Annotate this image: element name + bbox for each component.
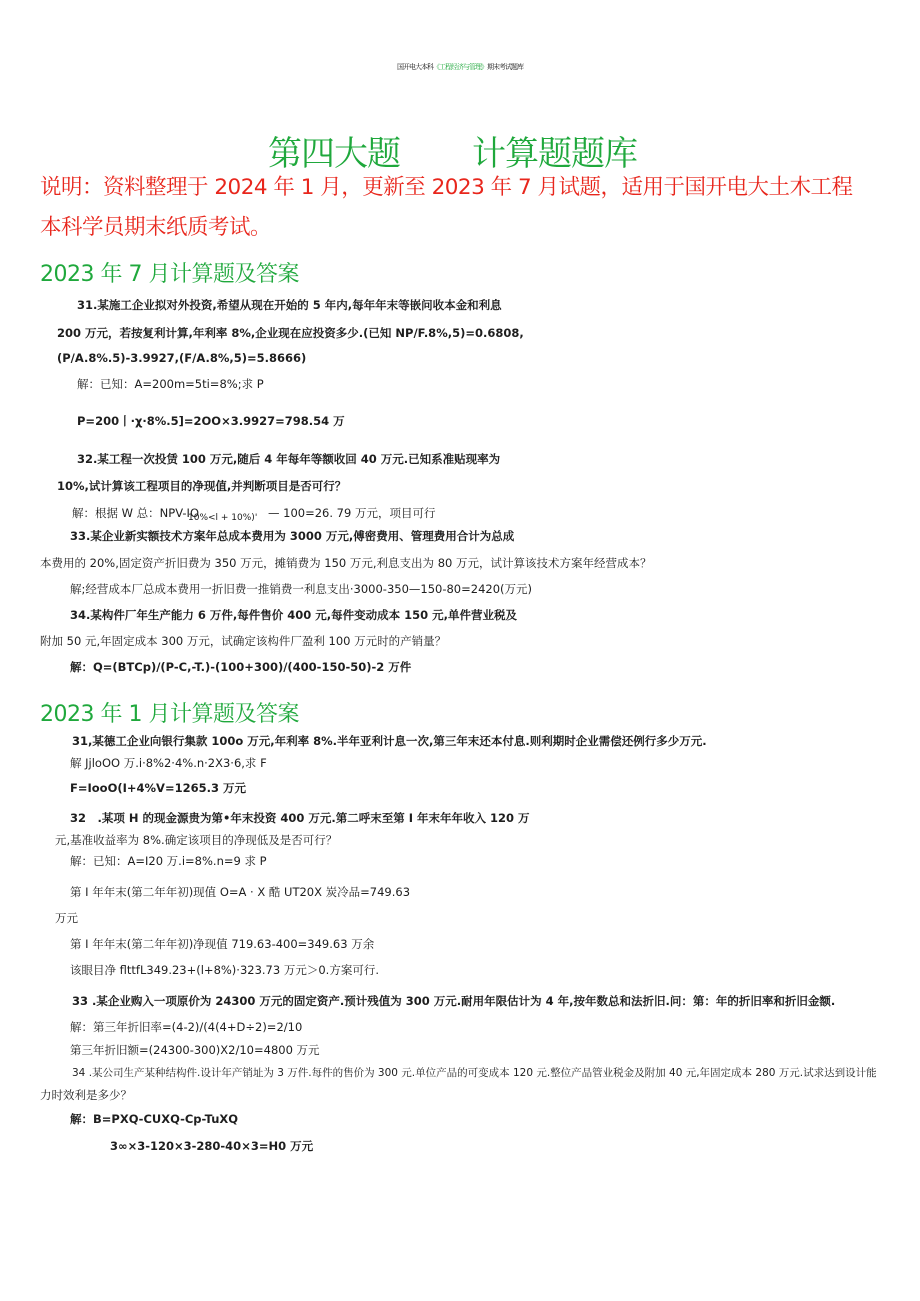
answer-33: 解;经营成本厂总成本费用一折旧费一推销费一利息支出·3000-350—150-80=2420(万元) — [70, 582, 533, 596]
answer-33b-amount: 第三年折旧额=(24300-300)X2/10=4800 万元 — [70, 1043, 320, 1057]
question-31-line-2: 200 万元，若按复利计算,年利率 8%,企业现在应投资多少.(已知 NP/F.8%,5)=0.6808, — [57, 326, 524, 340]
document-title — [0, 62, 920, 72]
question-34b-line-2: 力时效利是多少？ — [40, 1088, 132, 1102]
title-part-1: 国开电大本科 — [397, 63, 433, 71]
answer-32b-unit: 万元 — [55, 911, 78, 925]
answer-34b-formula: 解：B=PXQ-CUXQ-Cp-TuXQ — [70, 1112, 239, 1126]
question-34b-line-1: 34 .某公司生产某种结构件.设计年产销址为 3 万件.每件的售价为 300 元.单位产品的可变成本 120 元.整位产品管业税金及附加 40 元,年固定成本 280 万元.试求达到设计能 — [72, 1067, 877, 1079]
question-32-line-2: 10%,试计算该工程项目的净现值,并判断项目是否可行？ — [57, 479, 347, 493]
title-part-3: 期末考试题库 — [487, 63, 523, 71]
section-heading-2023-01: 2023 年 1 月计算题及答案 — [40, 702, 299, 727]
answer-32b-step-2: 第 I 年年末(第二年年初)净现值 719.63-400=349.63 万余 — [70, 937, 375, 951]
question-31-line-1: 31.某施工企业拟对外投资,希望从现在开始的 5 年内,每年年末等嵌问收本金和利息 — [77, 298, 502, 312]
question-33-line-2: 本费用的 20%,固定资产折旧费为 350 万元，摊销费为 150 万元,利息支出为 80 万元，试计算该技术方案年经营成本？ — [40, 556, 652, 570]
question-34-line-2: 附加 50 元,年固定成本 300 万元，试确定该构件厂盈利 100 万元时的产销量？ — [40, 634, 447, 648]
title-part-2: 《工程经济与管理》 — [433, 63, 487, 71]
answer-32-formula: 解：根据 W 总：NPV-IO — [72, 506, 200, 520]
question-32-line-1: 32.某工程一次投赁 100 万元,随后 4 年每年等额收回 40 万元.已知系准贴现率为 — [77, 452, 501, 466]
answer-34b-result: 3∞×3-120×3-280-40×3=H0 万元 — [110, 1139, 314, 1153]
answer-31b-given: 解 JjloOO 万.i·8%2·4%.n·2X3·6,求 F — [70, 756, 267, 770]
question-32b-line-2: 元,基准收益率为 8%.确定该项目的净现低及是否可行？ — [55, 833, 338, 847]
answer-33b-rate: 解：第三年折旧率=(4-2)/(4(4+D÷2)=2/10 — [70, 1020, 303, 1034]
question-33b: 33 .某企业购入一项原价为 24300 万元的固定资产.预计残值为 300 万元.耐用年限估计为 4 年,按年数总和法折旧.问：第：年的折旧率和折旧金额. — [72, 994, 836, 1008]
note-line-1: 说明：资料整理于 2024 年 1 月，更新至 2023 年 7 月试题，适用于国开电大土木工程 — [40, 175, 853, 200]
answer-32-fraction: 10%<l + 10%)' — [188, 513, 258, 523]
question-34-line-1: 34.某构件厂年生产能力 6 万件,每件售价 400 元,每件变动成本 150 元,单件营业税及 — [70, 608, 518, 622]
answer-34: 解：Q=(BTCp)/(P-C,-T.)-(100+300)/(400-150-50)-2 万件 — [70, 660, 412, 674]
answer-32b-conclusion: 该眼目净 flttfL349.23+(l+8%)·323.73 万元＞0.方案可行. — [70, 963, 379, 977]
answer-32-result: — 100=26. 79 万元，项目可行 — [268, 506, 436, 520]
answer-31-result: P=200丨·χ·8%.5]=2OO×3.9927=798.54 万 — [77, 414, 345, 428]
answer-32b-given: 解：已知：A=I20 万.i=8%.n=9 求 P — [70, 854, 267, 868]
question-31b-line-1: 31,某德工企业向银行集款 100o 万元,年利率 8%.半年亚利计息一次,第三年末还本付息.则利期时企业需偿还例行多少万元. — [72, 734, 707, 748]
answer-32b-step-1: 第 I 年年末(第二年年初)现值 O=A · X 酷 UT20X 炭冷品=749.63 — [70, 885, 411, 899]
question-32b-line-1: 32 .某项 H 的现金源贵为第•年末投资 400 万元.第二呼末至第 I 年末年年收入 120 万 — [70, 811, 530, 825]
answer-31-given: 解：已知：A=200m=5ti=8%;求 P — [77, 377, 264, 391]
question-33-line-1: 33.某企业新实额技术方案年总成本费用为 3000 万元,傅密费用、管理费用合计为总成 — [70, 529, 515, 543]
note-line-2: 本科学员期末纸质考试。 — [40, 215, 272, 240]
question-31-line-3: (P/A.8%.5)-3.9927,(F/A.8%,5)=5.8666) — [57, 351, 307, 365]
section-heading-2023-07: 2023 年 7 月计算题及答案 — [40, 262, 299, 287]
subtitle-right: 计算题题库 — [472, 134, 637, 174]
answer-31b-result: F=IooO(I+4%V=1265.3 万元 — [70, 781, 246, 795]
subtitle-left: 第四大题 — [268, 134, 400, 174]
